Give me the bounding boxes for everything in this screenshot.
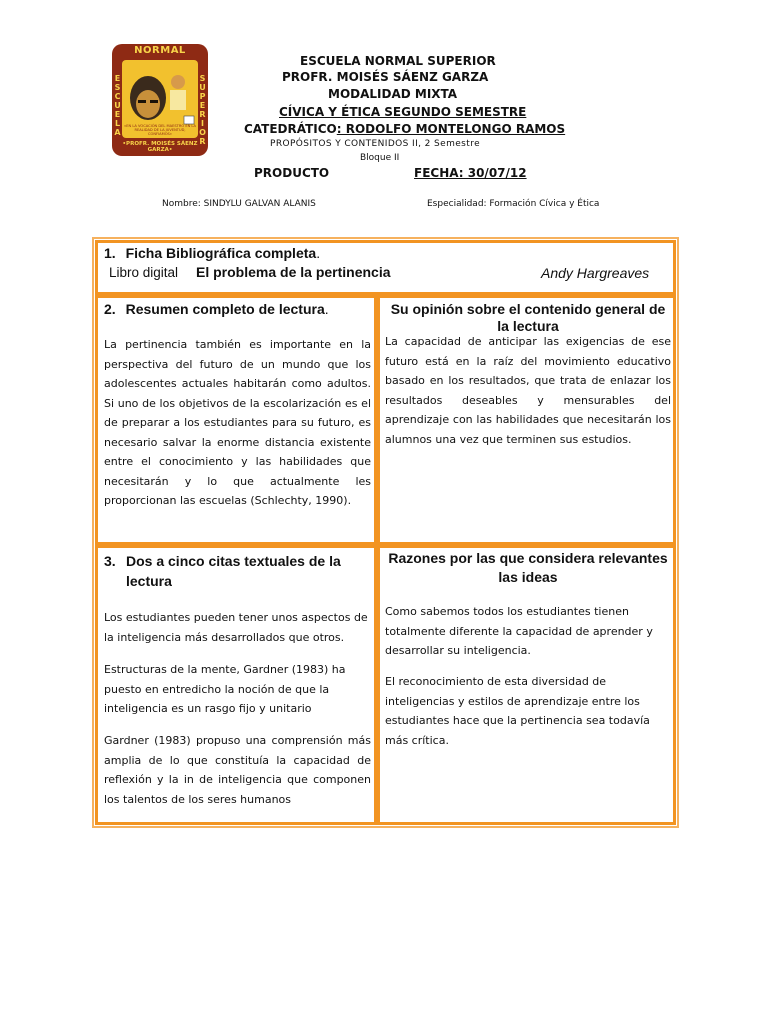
- book-author: Andy Hargreaves: [541, 265, 650, 281]
- section3-number: 3.: [104, 553, 116, 569]
- school-profr: PROFR. MOISÉS SÁENZ GARZA: [282, 70, 489, 84]
- book-type: Libro digital: [109, 265, 179, 280]
- section2-dot: .: [324, 301, 329, 317]
- section1-number: 1.: [104, 245, 116, 261]
- logo-motto: «EN LA VOCACIÓN DEL MAESTRO EN LA REALIDAD DE LA JUVENTUD, CONFIAMOS»: [124, 124, 196, 136]
- reason-2: El reconocimiento de esta diversidad de inteligencias y estilos de aprendizaje entre los estudiantes hace que la pertinencia sea todavía más crítica.: [385, 675, 650, 747]
- section1-heading: [104, 245, 320, 261]
- purposes: PROPÓSITOS Y CONTENIDOS II, 2 Semestre: [270, 139, 481, 149]
- bibliographic-cell: [95, 240, 676, 295]
- teacher-label: CATEDRÁTICO: [244, 122, 337, 136]
- specialty: Especialidad: Formación Cívica y Ética: [427, 199, 600, 209]
- opinion-text: La capacidad de anticipar las exigencias de ese futuro está en la raíz del movimiento educativo basado en los resultados, que trata de enlazar los resultados deseables y mensurables del aprendizaje con las habilidades que necesitarán los alumnos una vez que terminen sus estudios.: [385, 335, 671, 446]
- course-title: CÍVICA Y ÉTICA SEGUNDO SEMESTRE: [279, 105, 527, 119]
- logo-left-label: ESCUELA: [114, 74, 121, 137]
- modality: MODALIDAD MIXTA: [328, 87, 458, 101]
- book-title: El problema de la pertinencia: [196, 264, 391, 280]
- logo-top-label: NORMAL: [134, 45, 186, 56]
- logo-bottom-label: •PROFR. MOISÉS SÁENZ GARZA•: [122, 141, 198, 153]
- student-name: Nombre: SINDYLU GALVAN ALANIS: [162, 199, 316, 209]
- reasons-title: Razones por las que considera relevantes las ideas: [388, 550, 668, 585]
- quote-2: Estructuras de la mente, Gardner (1983) ha puesto en entredicho la noción de que la inteligencia es un rasgo fijo y unitario: [104, 663, 346, 715]
- product-label: PRODUCTO: [254, 166, 330, 180]
- reasons-cell: [377, 545, 676, 825]
- section1-title: Ficha Bibliográfica completa: [125, 245, 317, 261]
- summary-cell: [95, 295, 377, 545]
- logo-right-label: SUPERIOR: [199, 74, 206, 146]
- section2-heading: [104, 301, 329, 317]
- section3-heading: [104, 551, 366, 591]
- section2-title: Resumen completo de lectura: [125, 301, 325, 317]
- section2-number: 2.: [104, 301, 116, 317]
- opinion-cell: [377, 295, 676, 545]
- date-label: FECHA: 30/07/12: [414, 166, 527, 180]
- block: Bloque II: [360, 153, 400, 163]
- section3-title: Dos a cinco citas textuales de la lectura: [126, 553, 341, 589]
- quote-3: Gardner (1983) propuso una comprensión más amplia de lo que constituía la capacidad de reflexión y la in de inteligencia que componen los talentos de los seres humanos: [104, 734, 371, 806]
- reason-1: Como sabemos todos los estudiantes tienen totalmente diferente la capacidad de aprender y desarrollar su inteligencia.: [385, 605, 653, 657]
- school-logo: [112, 44, 208, 156]
- teacher-line: [244, 122, 565, 136]
- quote-1: Los estudiantes pueden tener unos aspectos de la inteligencia más desarrollados que otros.: [104, 611, 368, 644]
- teacher-name: : RODOLFO MONTELONGO RAMOS: [336, 122, 566, 136]
- summary-text: La pertinencia también es importante en la perspectiva del futuro de un mundo que los adolescentes actuales habitarán como adultos. Si uno de los objetivos de la escolarización es el de preparar a los estudiantes para su futuro, es necesario salvar la enorme distancia existente entre el conocimiento y las habilidades que necesitarán y lo que actualmente les proporcionan las escuelas (Schlechty, 1990).: [104, 338, 371, 507]
- opinion-title: Su opinión sobre el contenido general de la lectura: [390, 301, 666, 334]
- quotes-cell: [95, 545, 377, 825]
- school-name: ESCUELA NORMAL SUPERIOR: [300, 54, 496, 68]
- section1-dot: .: [316, 245, 321, 261]
